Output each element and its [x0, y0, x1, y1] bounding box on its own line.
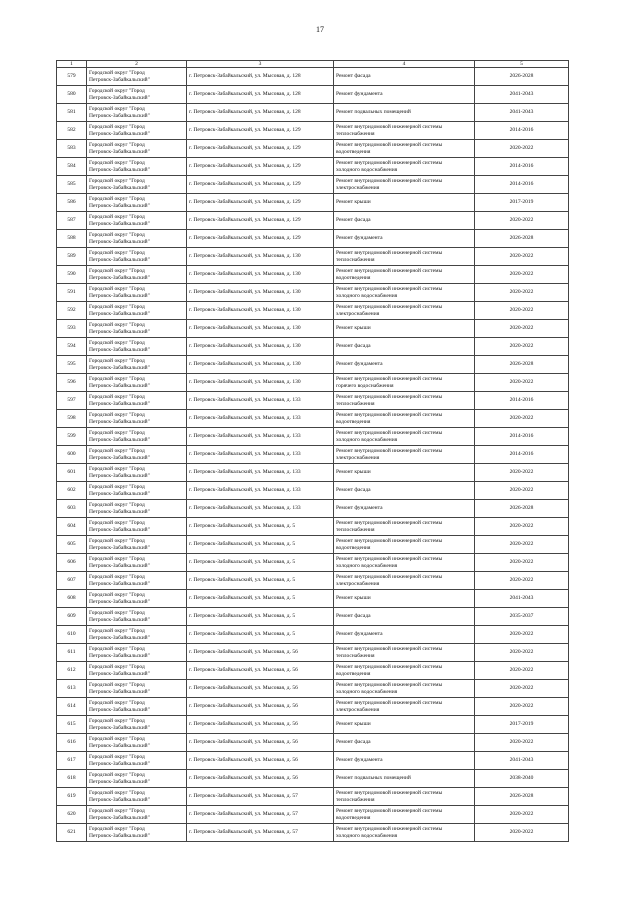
row-number: 621 — [57, 824, 87, 842]
work-type-cell: Ремонт фундамента — [334, 356, 475, 374]
table-row — [57, 572, 569, 590]
municipality-cell: Городской округ "Город Петровск-Забайкальский" — [87, 788, 187, 806]
period-cell: 2035-2037 — [475, 608, 569, 626]
municipality-cell: Городской округ "Город Петровск-Забайкальский" — [87, 104, 187, 122]
row-number: 591 — [57, 284, 87, 302]
municipality-cell: Городской округ "Город Петровск-Забайкальский" — [87, 806, 187, 824]
municipality-cell: Городской округ "Город Петровск-Забайкальский" — [87, 266, 187, 284]
row-number: 589 — [57, 248, 87, 266]
table-row — [57, 554, 569, 572]
period-cell: 2020-2022 — [475, 410, 569, 428]
table-row — [57, 248, 569, 266]
municipality-cell: Городской округ "Город Петровск-Забайкальский" — [87, 536, 187, 554]
municipality-cell: Городской округ "Город Петровск-Забайкальский" — [87, 572, 187, 590]
row-number: 604 — [57, 518, 87, 536]
table-row — [57, 284, 569, 302]
period-cell: 2020-2022 — [475, 572, 569, 590]
table-row — [57, 410, 569, 428]
period-cell: 2020-2022 — [475, 266, 569, 284]
row-number: 596 — [57, 374, 87, 392]
work-type-cell: Ремонт внутридомовой инженерной системы холодного водоснабжения — [334, 554, 475, 572]
municipality-cell: Городской округ "Город Петровск-Забайкальский" — [87, 374, 187, 392]
table-row — [57, 158, 569, 176]
row-number: 619 — [57, 788, 87, 806]
row-number: 615 — [57, 716, 87, 734]
period-cell: 2020-2022 — [475, 626, 569, 644]
municipality-cell: Городской округ "Город Петровск-Забайкальский" — [87, 644, 187, 662]
municipality-cell: Городской округ "Город Петровск-Забайкальский" — [87, 122, 187, 140]
work-type-cell: Ремонт внутридомовой инженерной системы теплоснабжения — [334, 392, 475, 410]
address-cell: г. Петровск-Забайкальский, ул. Мысовая, д. 129 — [187, 140, 334, 158]
address-cell: г. Петровск-Забайкальский, ул. Мысовая, д. 130 — [187, 302, 334, 320]
table-row — [57, 176, 569, 194]
table-row — [57, 140, 569, 158]
municipality-cell: Городской округ "Город Петровск-Забайкальский" — [87, 824, 187, 842]
row-number: 582 — [57, 122, 87, 140]
work-type-cell: Ремонт внутридомовой инженерной системы теплоснабжения — [334, 518, 475, 536]
period-cell: 2020-2022 — [475, 824, 569, 842]
table-row — [57, 338, 569, 356]
table-row — [57, 482, 569, 500]
row-number: 613 — [57, 680, 87, 698]
page-number: 17 — [316, 25, 324, 34]
address-cell: г. Петровск-Забайкальский, ул. Мысовая, д. 56 — [187, 644, 334, 662]
table-row — [57, 320, 569, 338]
row-number: 614 — [57, 698, 87, 716]
municipality-cell: Городской округ "Город Петровск-Забайкальский" — [87, 176, 187, 194]
table-row — [57, 824, 569, 842]
municipality-cell: Городской округ "Город Петровск-Забайкальский" — [87, 140, 187, 158]
work-type-cell: Ремонт внутридомовой инженерной системы водоотведения — [334, 662, 475, 680]
period-cell: 2020-2022 — [475, 464, 569, 482]
address-cell: г. Петровск-Забайкальский, ул. Мысовая, д. 133 — [187, 410, 334, 428]
period-cell: 2020-2022 — [475, 662, 569, 680]
period-cell: 2020-2022 — [475, 212, 569, 230]
work-type-cell: Ремонт крыши — [334, 464, 475, 482]
row-number: 599 — [57, 428, 87, 446]
row-number: 595 — [57, 356, 87, 374]
work-type-cell: Ремонт внутридомовой инженерной системы электроснабжения — [334, 176, 475, 194]
row-number: 579 — [57, 68, 87, 86]
period-cell: 2020-2022 — [475, 140, 569, 158]
table-row — [57, 716, 569, 734]
table-row — [57, 626, 569, 644]
work-type-cell: Ремонт внутридомовой инженерной системы холодного водоснабжения — [334, 158, 475, 176]
address-cell: г. Петровск-Забайкальский, ул. Мысовая, д. 128 — [187, 68, 334, 86]
work-type-cell: Ремонт внутридомовой инженерной системы электроснабжения — [334, 302, 475, 320]
row-number: 588 — [57, 230, 87, 248]
municipality-cell: Городской округ "Город Петровск-Забайкальский" — [87, 554, 187, 572]
period-cell: 2014-2016 — [475, 392, 569, 410]
address-cell: г. Петровск-Забайкальский, ул. Мысовая, д. 130 — [187, 248, 334, 266]
municipality-cell: Городской округ "Город Петровск-Забайкальский" — [87, 500, 187, 518]
schedule-table — [56, 60, 569, 842]
period-cell: 2014-2016 — [475, 446, 569, 464]
period-cell: 2026-2028 — [475, 500, 569, 518]
row-number: 602 — [57, 482, 87, 500]
municipality-cell: Городской округ "Город Петровск-Забайкальский" — [87, 662, 187, 680]
municipality-cell: Городской округ "Город Петровск-Забайкальский" — [87, 212, 187, 230]
period-cell: 2017-2019 — [475, 716, 569, 734]
municipality-cell: Городской округ "Город Петровск-Забайкальский" — [87, 626, 187, 644]
address-cell: г. Петровск-Забайкальский, ул. Мысовая, д. 5 — [187, 572, 334, 590]
row-number: 608 — [57, 590, 87, 608]
table-row — [57, 392, 569, 410]
table-row — [57, 500, 569, 518]
address-cell: г. Петровск-Забайкальский, ул. Мысовая, д. 56 — [187, 734, 334, 752]
address-cell: г. Петровск-Забайкальский, ул. Мысовая, д. 130 — [187, 374, 334, 392]
work-type-cell: Ремонт фасада — [334, 608, 475, 626]
row-number: 598 — [57, 410, 87, 428]
table-row — [57, 644, 569, 662]
row-number: 607 — [57, 572, 87, 590]
municipality-cell: Городской округ "Город Петровск-Забайкальский" — [87, 284, 187, 302]
table-row — [57, 590, 569, 608]
municipality-cell: Городской округ "Город Петровск-Забайкальский" — [87, 752, 187, 770]
table-row — [57, 536, 569, 554]
work-type-cell: Ремонт внутридомовой инженерной системы холодного водоснабжения — [334, 428, 475, 446]
work-type-cell: Ремонт подвальных помещений — [334, 104, 475, 122]
table-row — [57, 122, 569, 140]
work-type-cell: Ремонт фасада — [334, 68, 475, 86]
work-type-cell: Ремонт внутридомовой инженерной системы теплоснабжения — [334, 788, 475, 806]
work-type-cell: Ремонт внутридомовой инженерной системы теплоснабжения — [334, 122, 475, 140]
work-type-cell: Ремонт внутридомовой инженерной системы электроснабжения — [334, 572, 475, 590]
row-number: 617 — [57, 752, 87, 770]
work-type-cell: Ремонт внутридомовой инженерной системы холодного водоснабжения — [334, 680, 475, 698]
table-row — [57, 752, 569, 770]
row-number: 600 — [57, 446, 87, 464]
address-cell: г. Петровск-Забайкальский, ул. Мысовая, д. 57 — [187, 824, 334, 842]
address-cell: г. Петровск-Забайкальский, ул. Мысовая, д. 5 — [187, 608, 334, 626]
table-row — [57, 518, 569, 536]
work-type-cell: Ремонт крыши — [334, 194, 475, 212]
work-type-cell: Ремонт фасада — [334, 734, 475, 752]
municipality-cell: Городской округ "Город Петровск-Забайкальский" — [87, 410, 187, 428]
table-row — [57, 356, 569, 374]
municipality-cell: Городской округ "Город Петровск-Забайкальский" — [87, 194, 187, 212]
address-cell: г. Петровск-Забайкальский, ул. Мысовая, д. 129 — [187, 230, 334, 248]
row-number: 583 — [57, 140, 87, 158]
municipality-cell: Городской округ "Город Петровск-Забайкальский" — [87, 482, 187, 500]
period-cell: 2020-2022 — [475, 284, 569, 302]
row-number: 597 — [57, 392, 87, 410]
table-header — [57, 61, 569, 68]
period-cell: 2020-2022 — [475, 536, 569, 554]
period-cell: 2020-2022 — [475, 698, 569, 716]
work-type-cell: Ремонт фундамента — [334, 626, 475, 644]
period-cell: 2026-2028 — [475, 230, 569, 248]
address-cell: г. Петровск-Забайкальский, ул. Мысовая, д. 129 — [187, 194, 334, 212]
address-cell: г. Петровск-Забайкальский, ул. Мысовая, д. 128 — [187, 86, 334, 104]
address-cell: г. Петровск-Забайкальский, ул. Мысовая, д. 133 — [187, 500, 334, 518]
row-number: 610 — [57, 626, 87, 644]
municipality-cell: Городской округ "Город Петровск-Забайкальский" — [87, 356, 187, 374]
work-type-cell: Ремонт фундамента — [334, 500, 475, 518]
period-cell: 2041-2043 — [475, 752, 569, 770]
period-cell: 2041-2043 — [475, 590, 569, 608]
row-number: 584 — [57, 158, 87, 176]
municipality-cell: Городской округ "Город Петровск-Забайкальский" — [87, 320, 187, 338]
municipality-cell: Городской округ "Город Петровск-Забайкальский" — [87, 68, 187, 86]
period-cell: 2020-2022 — [475, 374, 569, 392]
period-cell: 2020-2022 — [475, 248, 569, 266]
header-row — [57, 61, 569, 68]
table-row — [57, 374, 569, 392]
work-type-cell: Ремонт внутридомовой инженерной системы электроснабжения — [334, 698, 475, 716]
table-row — [57, 608, 569, 626]
work-type-cell: Ремонт фасада — [334, 212, 475, 230]
work-type-cell: Ремонт фундамента — [334, 230, 475, 248]
address-cell: г. Петровск-Забайкальский, ул. Мысовая, д. 129 — [187, 158, 334, 176]
work-type-cell: Ремонт внутридомовой инженерной системы водоотведения — [334, 806, 475, 824]
address-cell: г. Петровск-Забайкальский, ул. Мысовая, д. 130 — [187, 266, 334, 284]
period-cell: 2041-2043 — [475, 86, 569, 104]
address-cell: г. Петровск-Забайкальский, ул. Мысовая, д. 133 — [187, 446, 334, 464]
table-row — [57, 806, 569, 824]
table-row — [57, 662, 569, 680]
table-body — [57, 68, 569, 842]
period-cell: 2014-2016 — [475, 176, 569, 194]
address-cell: г. Петровск-Забайкальский, ул. Мысовая, д. 130 — [187, 320, 334, 338]
work-type-cell: Ремонт внутридомовой инженерной системы горячего водоснабжения — [334, 374, 475, 392]
table-row — [57, 464, 569, 482]
row-number: 594 — [57, 338, 87, 356]
period-cell: 2020-2022 — [475, 644, 569, 662]
address-cell: г. Петровск-Забайкальский, ул. Мысовая, д. 56 — [187, 662, 334, 680]
work-type-cell: Ремонт внутридомовой инженерной системы электроснабжения — [334, 446, 475, 464]
work-type-cell: Ремонт внутридомовой инженерной системы теплоснабжения — [334, 644, 475, 662]
table-row — [57, 194, 569, 212]
municipality-cell: Городской округ "Город Петровск-Забайкальский" — [87, 770, 187, 788]
row-number: 581 — [57, 104, 87, 122]
address-cell: г. Петровск-Забайкальский, ул. Мысовая, д. 5 — [187, 518, 334, 536]
row-number: 611 — [57, 644, 87, 662]
address-cell: г. Петровск-Забайкальский, ул. Мысовая, д. 56 — [187, 716, 334, 734]
address-cell: г. Петровск-Забайкальский, ул. Мысовая, д. 133 — [187, 428, 334, 446]
municipality-cell: Городской округ "Город Петровск-Забайкальский" — [87, 464, 187, 482]
work-type-cell: Ремонт подвальных помещений — [334, 770, 475, 788]
address-cell: г. Петровск-Забайкальский, ул. Мысовая, д. 130 — [187, 338, 334, 356]
row-number: 616 — [57, 734, 87, 752]
table-row — [57, 428, 569, 446]
municipality-cell: Городской округ "Город Петровск-Забайкальский" — [87, 716, 187, 734]
address-cell: г. Петровск-Забайкальский, ул. Мысовая, д. 5 — [187, 590, 334, 608]
work-type-cell: Ремонт внутридомовой инженерной системы водоотведения — [334, 266, 475, 284]
municipality-cell: Городской округ "Город Петровск-Забайкальский" — [87, 86, 187, 104]
period-cell: 2017-2019 — [475, 194, 569, 212]
address-cell: г. Петровск-Забайкальский, ул. Мысовая, д. 129 — [187, 122, 334, 140]
period-cell: 2020-2022 — [475, 302, 569, 320]
row-number: 609 — [57, 608, 87, 626]
work-type-cell: Ремонт внутридомовой инженерной системы теплоснабжения — [334, 248, 475, 266]
work-type-cell: Ремонт крыши — [334, 590, 475, 608]
table-row — [57, 788, 569, 806]
row-number: 605 — [57, 536, 87, 554]
table-row — [57, 68, 569, 86]
row-number: 620 — [57, 806, 87, 824]
period-cell: 2020-2022 — [475, 806, 569, 824]
work-type-cell: Ремонт фасада — [334, 338, 475, 356]
row-number: 618 — [57, 770, 87, 788]
address-cell: г. Петровск-Забайкальский, ул. Мысовая, д. 133 — [187, 464, 334, 482]
period-cell: 2014-2016 — [475, 158, 569, 176]
period-cell: 2020-2022 — [475, 320, 569, 338]
address-cell: г. Петровск-Забайкальский, ул. Мысовая, д. 5 — [187, 536, 334, 554]
address-cell: г. Петровск-Забайкальский, ул. Мысовая, д. 128 — [187, 104, 334, 122]
municipality-cell: Городской округ "Город Петровск-Забайкальский" — [87, 392, 187, 410]
municipality-cell: Городской округ "Город Петровск-Забайкальский" — [87, 590, 187, 608]
address-cell: г. Петровск-Забайкальский, ул. Мысовая, д. 56 — [187, 680, 334, 698]
row-number: 612 — [57, 662, 87, 680]
row-number: 601 — [57, 464, 87, 482]
period-cell: 2041-2043 — [475, 104, 569, 122]
column-header-5: 5 — [475, 61, 569, 68]
period-cell: 2038-2040 — [475, 770, 569, 788]
address-cell: г. Петровск-Забайкальский, ул. Мысовая, д. 130 — [187, 356, 334, 374]
row-number: 603 — [57, 500, 87, 518]
municipality-cell: Городской округ "Город Петровск-Забайкальский" — [87, 158, 187, 176]
work-type-cell: Ремонт внутридомовой инженерной системы водоотведения — [334, 140, 475, 158]
table-row — [57, 230, 569, 248]
period-cell: 2020-2022 — [475, 482, 569, 500]
period-cell: 2020-2022 — [475, 554, 569, 572]
address-cell: г. Петровск-Забайкальский, ул. Мысовая, д. 5 — [187, 626, 334, 644]
row-number: 606 — [57, 554, 87, 572]
period-cell: 2020-2022 — [475, 734, 569, 752]
municipality-cell: Городской округ "Город Петровск-Забайкальский" — [87, 734, 187, 752]
municipality-cell: Городской округ "Город Петровск-Забайкальский" — [87, 680, 187, 698]
table-row — [57, 86, 569, 104]
table-row — [57, 302, 569, 320]
work-type-cell: Ремонт крыши — [334, 320, 475, 338]
column-header-1: 1 — [57, 61, 87, 68]
work-type-cell: Ремонт внутридомовой инженерной системы водоотведения — [334, 536, 475, 554]
table-row — [57, 734, 569, 752]
address-cell: г. Петровск-Забайкальский, ул. Мысовая, д. 56 — [187, 770, 334, 788]
work-type-cell: Ремонт фундамента — [334, 86, 475, 104]
municipality-cell: Городской округ "Город Петровск-Забайкальский" — [87, 302, 187, 320]
address-cell: г. Петровск-Забайкальский, ул. Мысовая, д. 5 — [187, 554, 334, 572]
work-type-cell: Ремонт крыши — [334, 716, 475, 734]
row-number: 590 — [57, 266, 87, 284]
municipality-cell: Городской округ "Город Петровск-Забайкальский" — [87, 698, 187, 716]
row-number: 587 — [57, 212, 87, 230]
address-cell: г. Петровск-Забайкальский, ул. Мысовая, д. 56 — [187, 698, 334, 716]
table-row — [57, 446, 569, 464]
municipality-cell: Городской округ "Город Петровск-Забайкальский" — [87, 428, 187, 446]
period-cell: 2014-2016 — [475, 428, 569, 446]
municipality-cell: Городской округ "Город Петровск-Забайкальский" — [87, 248, 187, 266]
table-row — [57, 104, 569, 122]
work-type-cell: Ремонт фасада — [334, 482, 475, 500]
period-cell: 2020-2022 — [475, 680, 569, 698]
address-cell: г. Петровск-Забайкальский, ул. Мысовая, д. 133 — [187, 482, 334, 500]
address-cell: г. Петровск-Забайкальский, ул. Мысовая, д. 130 — [187, 284, 334, 302]
work-type-cell: Ремонт внутридомовой инженерной системы водоотведения — [334, 410, 475, 428]
row-number: 586 — [57, 194, 87, 212]
municipality-cell: Городской округ "Город Петровск-Забайкальский" — [87, 446, 187, 464]
table-row — [57, 266, 569, 284]
work-type-cell: Ремонт внутридомовой инженерной системы холодного водоснабжения — [334, 284, 475, 302]
municipality-cell: Городской округ "Город Петровск-Забайкальский" — [87, 338, 187, 356]
period-cell: 2026-2028 — [475, 788, 569, 806]
address-cell: г. Петровск-Забайкальский, ул. Мысовая, д. 57 — [187, 788, 334, 806]
municipality-cell: Городской округ "Город Петровск-Забайкальский" — [87, 518, 187, 536]
table-row — [57, 680, 569, 698]
column-header-2: 2 — [87, 61, 187, 68]
column-header-3: 3 — [187, 61, 334, 68]
row-number: 585 — [57, 176, 87, 194]
municipality-cell: Городской округ "Город Петровск-Забайкальский" — [87, 608, 187, 626]
address-cell: г. Петровск-Забайкальский, ул. Мысовая, д. 57 — [187, 806, 334, 824]
address-cell: г. Петровск-Забайкальский, ул. Мысовая, д. 129 — [187, 212, 334, 230]
period-cell: 2020-2022 — [475, 518, 569, 536]
work-type-cell: Ремонт фундамента — [334, 752, 475, 770]
address-cell: г. Петровск-Забайкальский, ул. Мысовая, д. 133 — [187, 392, 334, 410]
address-cell: г. Петровск-Забайкальский, ул. Мысовая, д. 129 — [187, 176, 334, 194]
table-row — [57, 698, 569, 716]
column-header-4: 4 — [334, 61, 475, 68]
row-number: 593 — [57, 320, 87, 338]
municipality-cell: Городской округ "Город Петровск-Забайкальский" — [87, 230, 187, 248]
row-number: 580 — [57, 86, 87, 104]
period-cell: 2014-2016 — [475, 122, 569, 140]
period-cell: 2026-2028 — [475, 356, 569, 374]
table-row — [57, 212, 569, 230]
work-type-cell: Ремонт внутридомовой инженерной системы холодного водоснабжения — [334, 824, 475, 842]
row-number: 592 — [57, 302, 87, 320]
table-row — [57, 770, 569, 788]
period-cell: 2020-2022 — [475, 338, 569, 356]
address-cell: г. Петровск-Забайкальский, ул. Мысовая, д. 56 — [187, 752, 334, 770]
period-cell: 2026-2028 — [475, 68, 569, 86]
